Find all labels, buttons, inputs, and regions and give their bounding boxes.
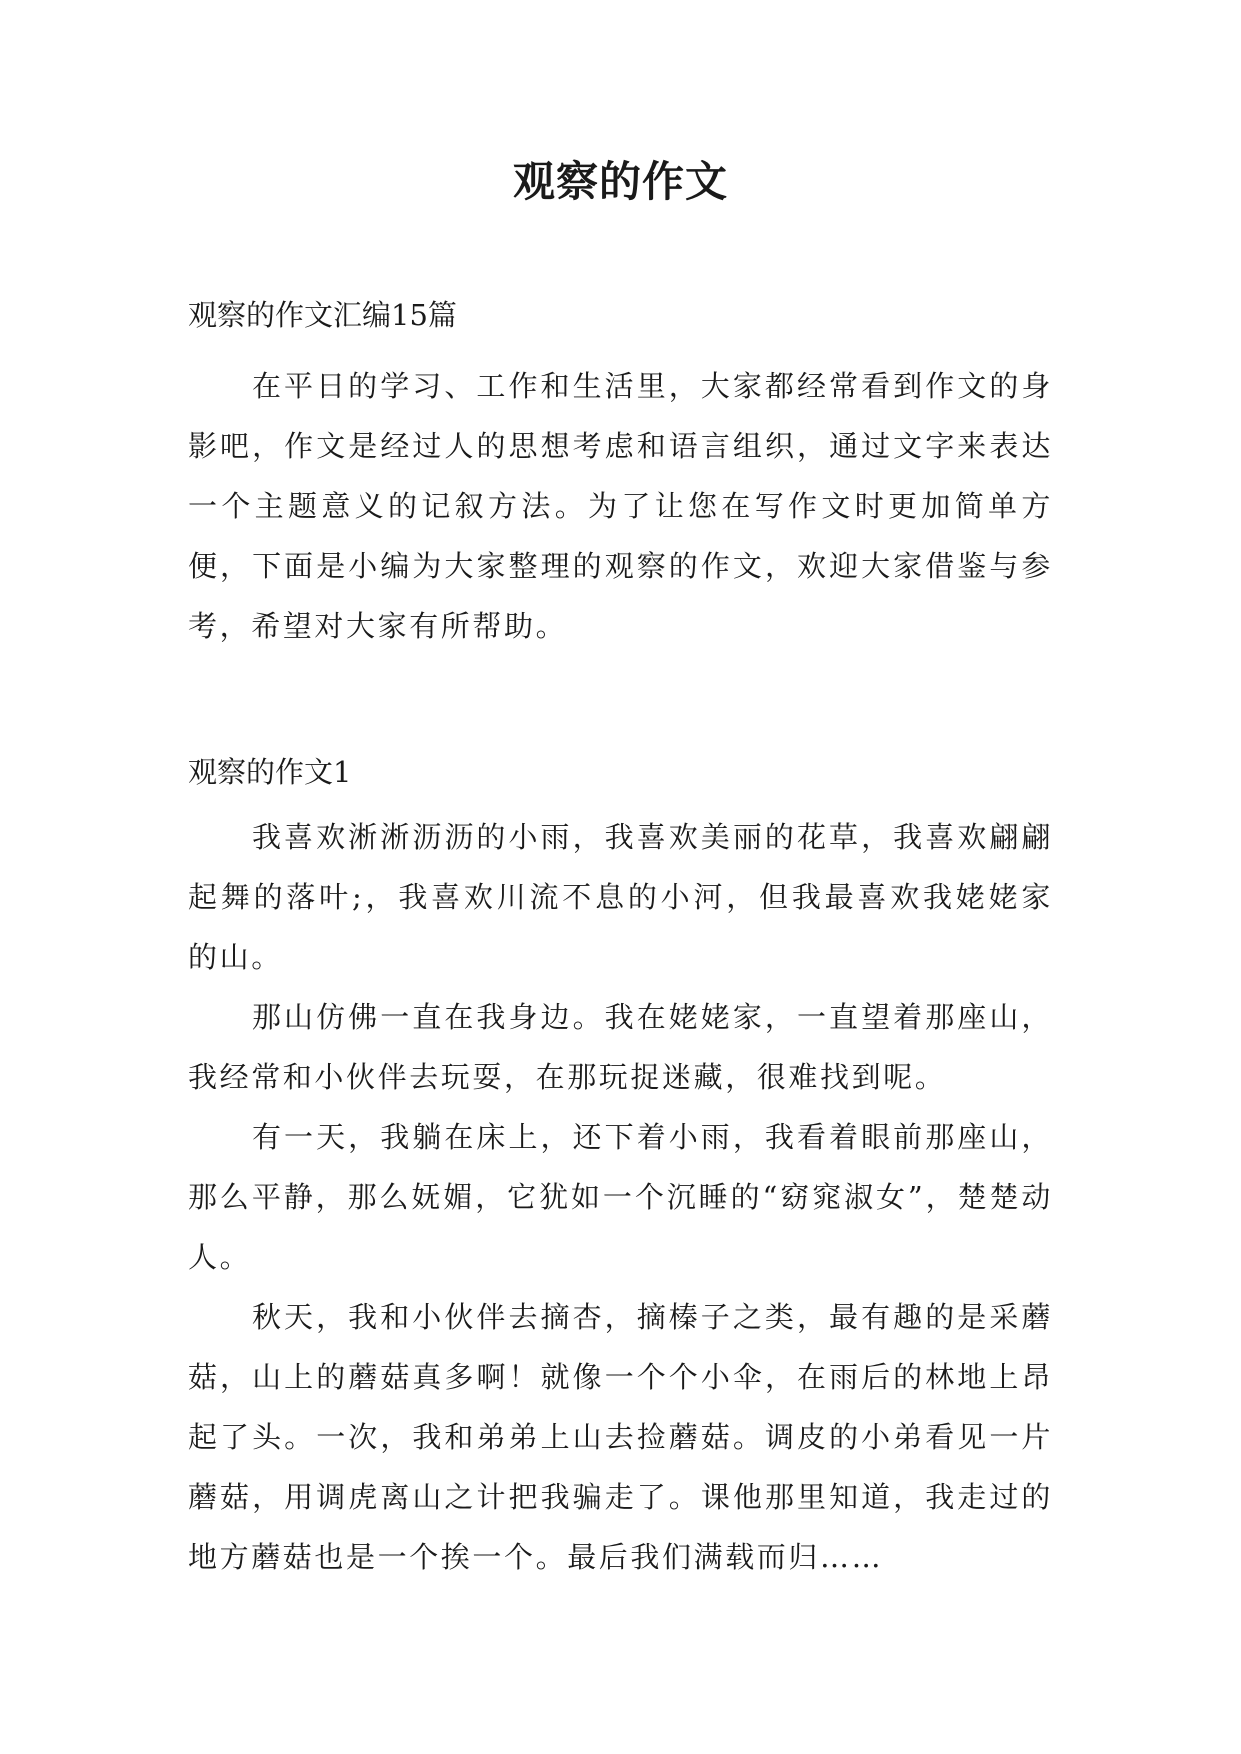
intro-block	[188, 356, 1053, 656]
intro-paragraph: 在平日的学习、工作和生活里，大家都经常看到作文的身影吧，作文是经过人的思想考虑和语言组织，通过文字来表达一个主题意义的记叙方法。为了让您在写作文时更加简单方便，下面是小编为大家整理的观察的作文，欢迎大家借鉴与参考，希望对大家有所帮助。	[188, 369, 1053, 643]
section-paragraph: 我喜欢淅淅沥沥的小雨，我喜欢美丽的花草，我喜欢翩翩起舞的落叶;，我喜欢川流不息的小河，但我最喜欢我姥姥家的山。	[188, 820, 1053, 974]
section-heading: 观察的作文1	[188, 755, 352, 789]
section-paragraph: 秋天，我和小伙伴去摘杏，摘榛子之类，最有趣的是采蘑菇，山上的蘑菇真多啊！就像一个个小伞，在雨后的林地上昂起了头。一次，我和弟弟上山去捡蘑菇。调皮的小弟看见一片蘑菇，用调虎离山之计把我骗走了。课他那里知道，我走过的地方蘑菇也是一个挨一个。最后我们满载而归……	[188, 1300, 1053, 1574]
section-paragraph: 那山仿佛一直在我身边。我在姥姥家，一直望着那座山，我经常和小伙伴去玩耍，在那玩捉迷藏，很难找到呢。	[188, 1000, 1053, 1094]
document-title: 观察的作文	[512, 157, 728, 206]
document-subtitle: 观察的作文汇编15篇	[188, 298, 457, 332]
section-paragraph: 有一天，我躺在床上，还下着小雨，我看着眼前那座山，那么平静，那么妩媚，它犹如一个沉睡的“窈窕淑女”，楚楚动人。	[188, 1120, 1053, 1274]
section-body	[188, 807, 1053, 1587]
